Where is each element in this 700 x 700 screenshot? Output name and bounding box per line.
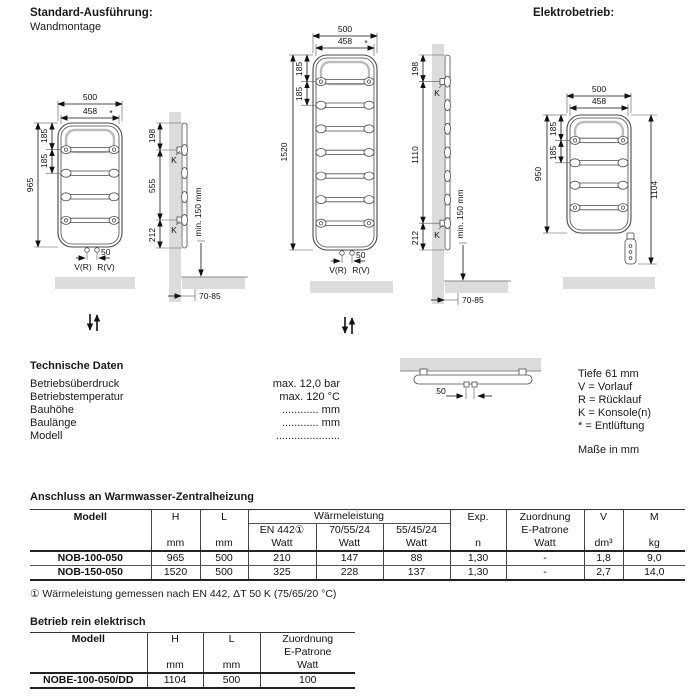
electric-heating-element	[625, 233, 636, 264]
dim-seg2: 185	[548, 145, 558, 161]
col-exp: Exp.	[450, 510, 506, 524]
bracket-k: K	[171, 225, 177, 235]
label-rv: R(V)	[352, 265, 370, 275]
dim-side-bot: 212	[147, 227, 157, 243]
dim-conn: 50	[436, 386, 446, 396]
unit-m: kg	[623, 537, 685, 551]
tech-value: ............ mm	[281, 404, 340, 416]
col-l: L	[203, 633, 260, 647]
tech-label: Bauhöhe	[30, 404, 75, 416]
electro-title: Elektrobetrieb:	[533, 7, 615, 19]
col-modell: Modell	[30, 510, 151, 524]
legend-units: Maße in mm	[578, 444, 640, 456]
tech-value: max. 12,0 bar	[272, 378, 340, 390]
table-row: NOB-100-050 965 500 210 147 88 1,30 - 1,8 9,0	[30, 551, 685, 566]
tech-data-title: Technische Daten	[30, 360, 124, 372]
subcol-70-55-24: 70/55/24	[316, 524, 383, 538]
col-zuordnung: Zuordnung	[282, 633, 334, 646]
col-m: M	[649, 510, 659, 523]
subcol-55-45-24: 55/45/24	[383, 524, 450, 538]
dim-side-mid: 1110	[410, 146, 420, 164]
electric-table	[30, 632, 355, 689]
unit-t55: Watt	[383, 537, 450, 551]
dim-seg1: 185	[39, 128, 49, 144]
water-table-title: Anschluss an Warmwasser-Zentralheizung	[30, 491, 254, 503]
dim-width-inner: 458	[82, 106, 98, 116]
legend-entlueftung: * = Entlüftung	[578, 420, 645, 432]
unit-watt: Watt	[260, 659, 355, 673]
tech-value: ............ mm	[281, 417, 340, 429]
dim-conn: 50	[101, 247, 111, 257]
unit-t70: Watt	[316, 537, 383, 551]
label-vr: V(R)	[329, 265, 347, 275]
floor	[445, 281, 508, 293]
dim-wall-dist: 70-85	[199, 291, 221, 301]
floor	[563, 277, 655, 289]
dim-side-mid: 555	[147, 178, 157, 194]
bracket-k: K	[434, 230, 440, 240]
col-waermeleistung: Wärmeleistung	[248, 510, 450, 524]
flow-arrows-icon	[345, 317, 352, 334]
drawing-top-view	[400, 358, 541, 399]
floor	[182, 277, 245, 289]
floor	[55, 277, 135, 289]
dim-height: 1520	[279, 142, 289, 162]
cell-modell: NOBE-100-050/DD	[30, 673, 147, 688]
legend-ruecklauf: R = Rücklauf	[578, 394, 642, 406]
legend-vorlauf: V = Vorlauf	[578, 381, 633, 393]
bracket-k: K	[171, 155, 177, 165]
dim-min-floor: min. 150 mm	[193, 187, 203, 237]
dim-width-inner: 458	[337, 36, 353, 46]
dim-width-outer: 500	[591, 84, 607, 94]
table-row: NOB-150-050 1520 500 325 228 137 1,30 - 2,7 14,0	[30, 566, 685, 581]
unit-h: mm	[147, 659, 203, 673]
subcol-epatrone: E-Patrone	[284, 646, 332, 659]
dim-seg2: 185	[39, 153, 49, 169]
dim-min-floor: min. 150 mm	[455, 189, 465, 239]
tech-label: Baulänge	[30, 417, 77, 429]
unit-v: dm³	[584, 537, 623, 551]
flow-arrows-icon	[90, 314, 97, 331]
standard-title: Standard-Ausführung:	[30, 7, 153, 19]
drawing-electro-front	[533, 84, 659, 289]
dim-conn: 50	[356, 250, 366, 260]
table-footnote: ① Wärmeleistung gemessen nach EN 442, ΔT 50 K (75/65/20 °C)	[30, 588, 337, 600]
col-zuordnung: Zuordnung	[506, 510, 584, 524]
drawing-std-1520-front	[279, 24, 393, 293]
bracket-k: K	[434, 88, 440, 98]
drawing-std-1520-side	[410, 44, 511, 305]
col-h: H	[147, 633, 203, 647]
dim-height: 965	[25, 177, 35, 193]
col-v: V	[584, 510, 623, 524]
cell-modell: NOB-150-050	[30, 566, 151, 581]
dim-side-top: 198	[410, 61, 420, 77]
tech-label: Modell	[30, 430, 63, 442]
legend-depth: Tiefe 61 mm	[578, 368, 639, 380]
legend-konsole: K = Konsole(n)	[578, 407, 652, 419]
col-l: L	[200, 510, 248, 524]
standard-subtitle: Wandmontage	[30, 21, 102, 33]
vent-mark: *	[364, 38, 368, 48]
tech-label: Betriebsüberdruck	[30, 378, 120, 390]
vent-mark: *	[109, 108, 113, 118]
dim-height-total: 1104	[649, 180, 659, 200]
water-table	[30, 509, 685, 581]
label-rv: R(V)	[97, 262, 115, 272]
dim-seg1: 185	[548, 121, 558, 137]
drawing-std-965-front	[25, 92, 135, 289]
unit-l: mm	[200, 537, 248, 551]
table-row: NOBE-100-050/DD 1104 500 100	[30, 673, 355, 688]
dim-width-outer: 500	[337, 24, 353, 34]
dim-seg1: 185	[294, 61, 304, 77]
tech-value: .....................	[275, 430, 340, 442]
col-h: H	[151, 510, 200, 524]
unit-h: mm	[151, 537, 200, 551]
unit-epatrone: Watt	[506, 537, 584, 551]
subcol-epatrone: E-Patrone	[506, 524, 584, 538]
label-vr: V(R)	[74, 262, 92, 272]
dim-width-outer: 500	[82, 92, 98, 102]
subcol-en442: EN 442①	[248, 524, 316, 538]
dim-seg2: 185	[294, 86, 304, 102]
tech-label: Betriebstemperatur	[30, 391, 124, 403]
dim-side-bot: 212	[410, 230, 420, 246]
dim-side-top: 198	[147, 128, 157, 144]
unit-en: Watt	[248, 537, 316, 551]
drawing-std-965-side	[147, 112, 248, 302]
tech-value: max. 120 °C	[279, 391, 340, 403]
unit-exp: n	[450, 537, 506, 551]
wall	[169, 112, 181, 302]
col-modell: Modell	[30, 633, 147, 647]
dim-width-inner: 458	[591, 96, 607, 106]
floor	[310, 281, 393, 293]
cell-modell: NOB-100-050	[30, 551, 151, 566]
dim-wall-dist: 70-85	[462, 295, 484, 305]
dim-height-body: 950	[533, 166, 543, 182]
electric-table-title: Betrieb rein elektrisch	[30, 616, 146, 628]
unit-l: mm	[203, 659, 260, 673]
